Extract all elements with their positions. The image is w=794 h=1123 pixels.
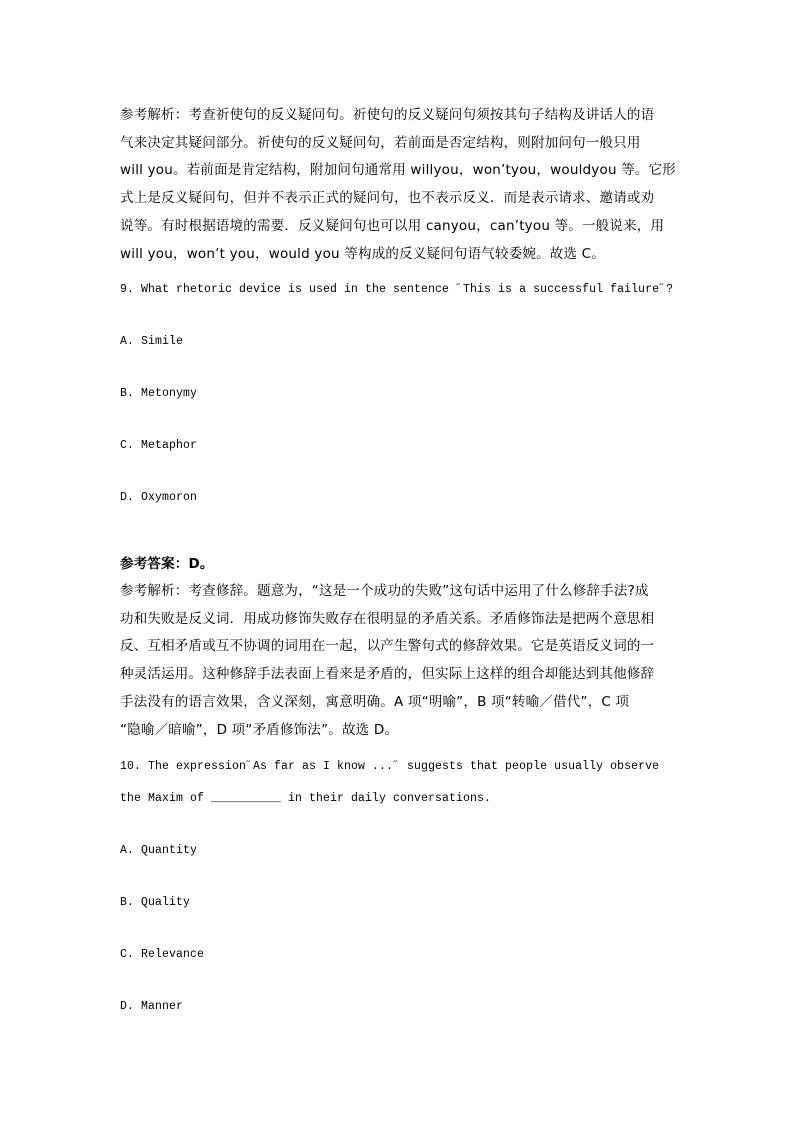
explanation-q8-line-6: will you，won’t you，would you 等构成的反义疑问句语气较委婉。故选 C。 — [120, 246, 606, 262]
question-9-explanation-line-5: 手法没有的语言效果，含义深刻，寓意明确。A 项“明喻”，B 项“转喻／借代”，C 项 — [120, 694, 630, 710]
question-9-option-b: B. Metonymy — [120, 387, 198, 400]
question-10-option-c: C. Relevance — [120, 948, 205, 961]
explanation-q8-line-5: 说等。有时根据语境的需要．反义疑问句也可以用 canyou，can’tyou 等。一般说来，用 — [120, 218, 665, 234]
explanation-q8-line-3: will you。若前面是肯定结构，附加问句通常用 willyou，won’tyou，wouldyou 等。它形 — [120, 162, 676, 178]
question-9-explanation-line-6: “隐喻／暗喻”，D 项“矛盾修饰法”。故选 D。 — [120, 722, 399, 738]
explanation-q8-line-4: 式上是反义疑问句，但并不表示正式的疑问句，也不表示反义．而是表示请求、邀请或劝 — [120, 190, 655, 206]
question-9-explanation-line-2: 功和失败是反义词．用成功修饰失败存在很明显的矛盾关系。矛盾修饰法是把两个意思相 — [120, 611, 655, 627]
question-10-stem-line-1: 10. The expression˝As far as I know ...˝ suggests that people usually observe — [120, 760, 660, 773]
question-10-stem-line-2: the Maxim of __________ in their daily conversations. — [120, 792, 492, 805]
question-10-option-b: B. Quality — [120, 896, 191, 909]
question-9-option-c: C. Metaphor — [120, 439, 198, 452]
question-9-answer: 参考答案：D。 — [120, 556, 214, 572]
question-10-option-d: D. Manner — [120, 1000, 184, 1013]
question-10-option-a: A. Quantity — [120, 844, 198, 857]
question-9-explanation-line-1: 参考解析：考查修辞。题意为，“这是一个成功的失败”这句话中运用了什么修辞手法?成 — [120, 583, 649, 599]
question-9-explanation-line-4: 种灵活运用。这种修辞手法表面上看来是矛盾的，但实际上这样的组合却能达到其他修辞 — [120, 666, 655, 682]
explanation-q8-line-2: 气来决定其疑问部分。祈使句的反义疑问句，若前面是否定结构，则附加问句一般只用 — [120, 135, 641, 151]
question-9-option-a: A. Simile — [120, 335, 184, 348]
question-9-stem: 9. What rhetoric device is used in the sentence ˝This is a successful failure˝? — [120, 283, 674, 296]
question-9-explanation-line-3: 反、互相矛盾或互不协调的词用在一起，以产生警句式的修辞效果。它是英语反义词的一 — [120, 638, 655, 654]
question-9-option-d: D. Oxymoron — [120, 491, 198, 504]
explanation-q8-line-1: 参考解析：考查祈使句的反义疑问句。祈使句的反义疑问句须按其句子结构及讲话人的语 — [120, 107, 655, 123]
